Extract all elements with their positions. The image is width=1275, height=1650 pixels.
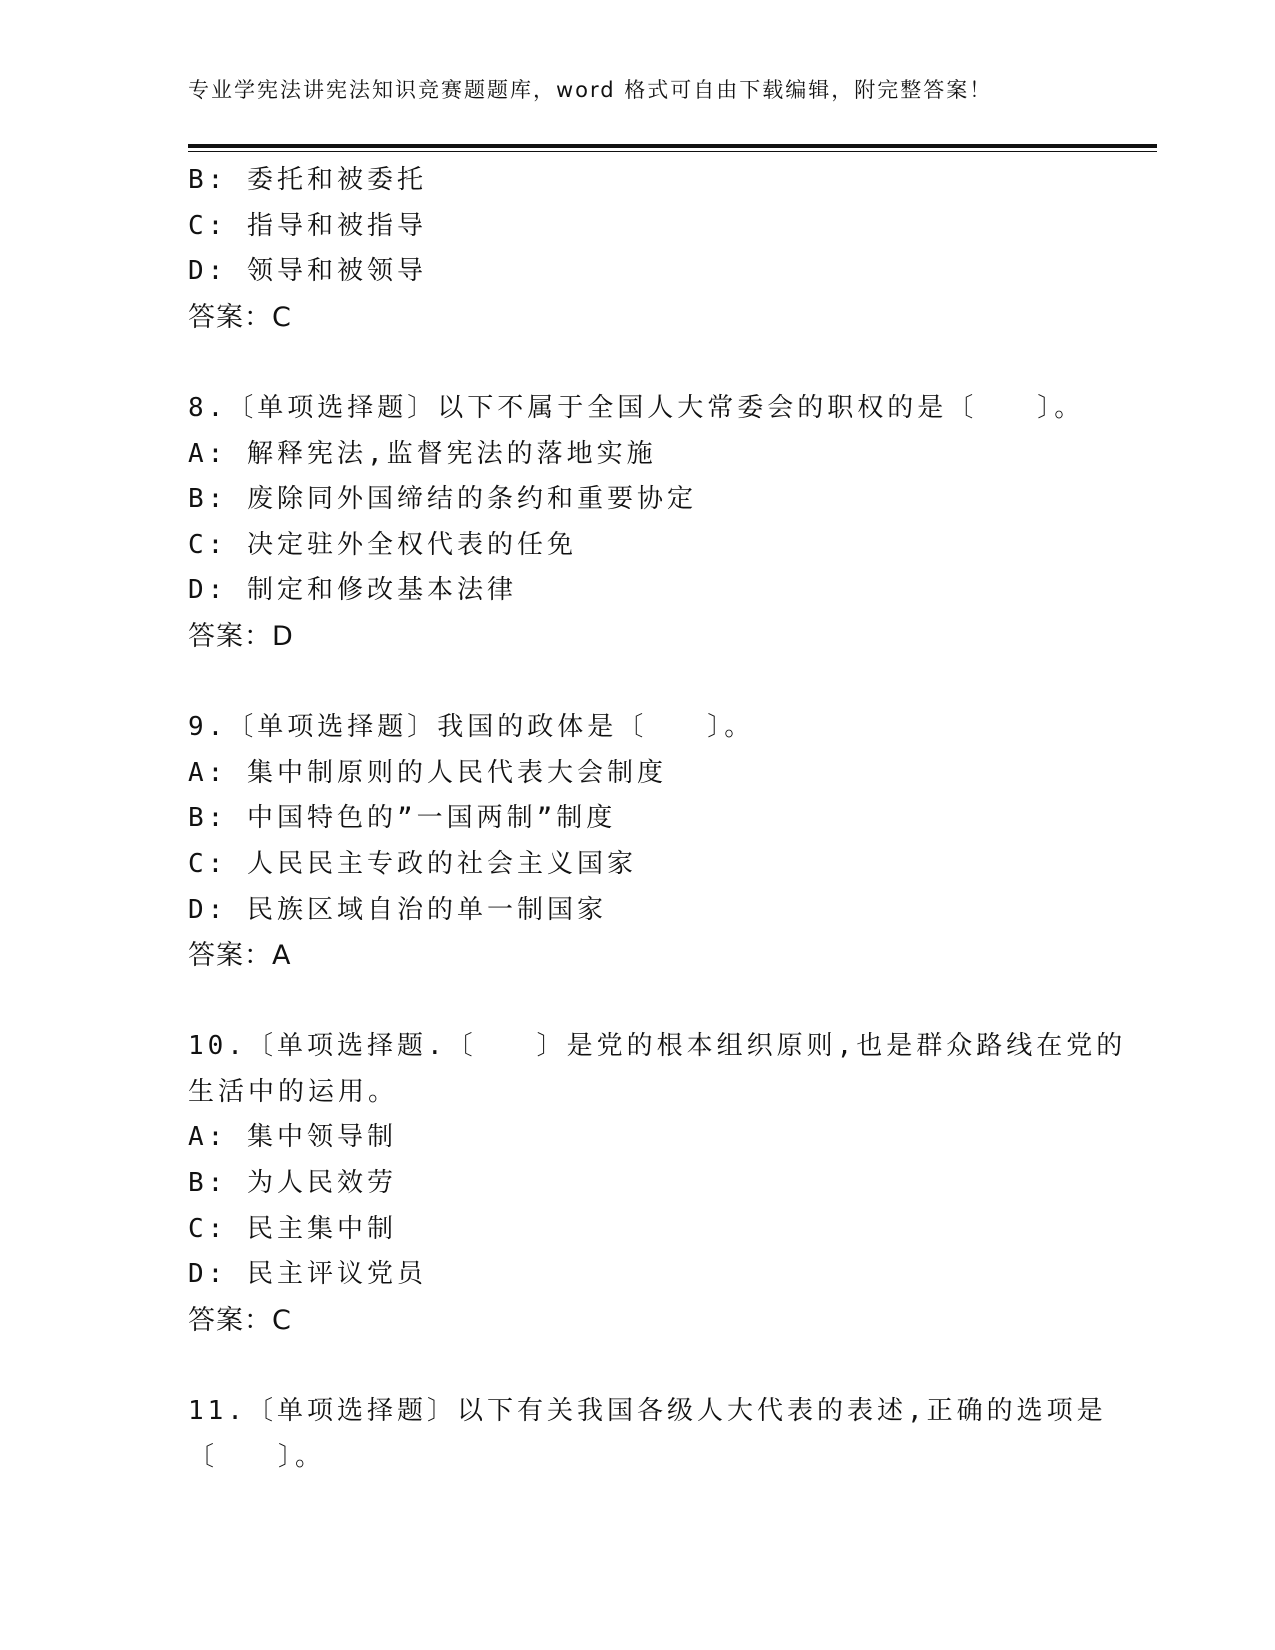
header-rule-thin	[188, 151, 1157, 152]
question-stem-continued: 生活中的运用。	[188, 1076, 399, 1107]
option-d: D: 领导和被领导	[188, 256, 427, 287]
question-stem: 8.〔单项选择题〕以下不属于全国人大常委会的职权的是〔 〕。	[188, 392, 1085, 423]
option-a: A: 解释宪法,监督宪法的落地实施	[188, 438, 657, 469]
answer-line: 答案：C	[188, 301, 292, 333]
question-10	[188, 1024, 1127, 1343]
question-8	[188, 386, 1088, 660]
option-d: D: 民族区域自治的单一制国家	[188, 894, 607, 925]
answer-line: 答案：C	[188, 1304, 292, 1336]
option-d: D: 制定和修改基本法律	[188, 575, 517, 606]
option-b: B: 委托和被委托	[188, 165, 427, 195]
question-stem: 10.〔单项选择题.〔 〕是党的根本组织原则,也是群众路线在党的	[188, 1031, 1127, 1062]
question-stem: 11.〔单项选择题〕以下有关我国各级人大代表的表述,正确的选项是	[188, 1396, 1107, 1427]
spacer	[188, 340, 1088, 386]
question-11	[188, 1389, 1107, 1480]
option-b: B: 废除同外国缔结的条约和重要协定	[188, 484, 697, 515]
answer-line: 答案：D	[188, 620, 294, 652]
spacer	[188, 979, 1088, 1025]
question-stem: 9.〔单项选择题〕我国的政体是〔 〕。	[188, 712, 755, 743]
option-d: D: 民主评议党员	[188, 1259, 427, 1290]
option-a: A: 集中领导制	[188, 1122, 397, 1153]
page-header: 专业学宪法讲宪法知识竞赛题题库，word 格式可自由下载编辑，附完整答案！	[188, 78, 993, 102]
header-rule-thick	[188, 144, 1157, 148]
option-c: C: 决定驻外全权代表的任免	[188, 529, 577, 560]
option-a: A: 集中制原则的人民代表大会制度	[188, 757, 667, 788]
prev-question-block	[188, 158, 1088, 340]
option-c: C: 指导和被指导	[188, 210, 427, 241]
spacer	[188, 1343, 1088, 1389]
answer-line: 答案：A	[188, 940, 292, 972]
question-stem-continued: 〔 〕。	[188, 1441, 326, 1472]
option-b: B: 为人民效劳	[188, 1168, 397, 1199]
question-9	[188, 705, 1088, 979]
option-c: C: 人民民主专政的社会主义国家	[188, 848, 637, 879]
option-c: C: 民主集中制	[188, 1213, 397, 1244]
document-body	[188, 158, 1127, 1480]
option-b: B: 中国特色的”一国两制”制度	[188, 803, 617, 834]
spacer	[188, 660, 1088, 706]
